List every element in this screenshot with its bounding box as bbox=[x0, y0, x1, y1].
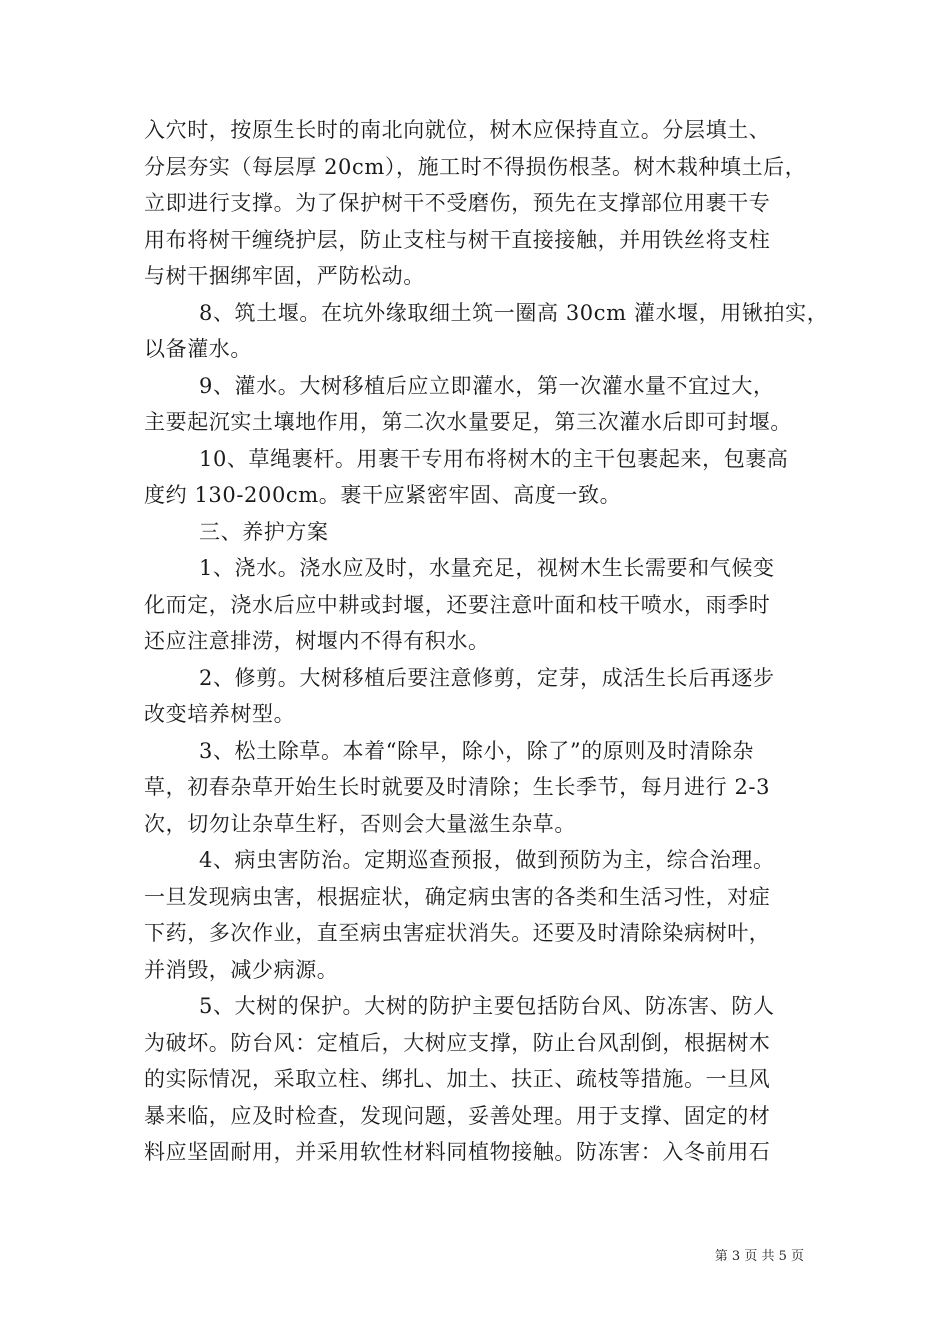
text-line: 的实际情况，采取立柱、绑扎、加土、扶正、疏枝等措施。一旦风 bbox=[144, 1067, 771, 1091]
paragraph-5-start: 5、大树的保护。大树的防护主要包括防台风、防冻害、防人 bbox=[199, 994, 775, 1018]
text-line: 与树干捆绑牢固，严防松动。 bbox=[144, 264, 425, 288]
text-line: 以备灌水。 bbox=[144, 337, 252, 361]
text-line: 用布将树干缠绕护层，防止支柱与树干直接接触，并用铁丝将支柱 bbox=[144, 227, 771, 252]
text-line: 还应注意排涝，树堰内不得有积水。 bbox=[144, 629, 490, 653]
paragraph-1-start: 1、浇水。浇水应及时，水量充足，视树木生长需要和气候变 bbox=[199, 556, 775, 580]
paragraph-8-start: 8、筑土堰。在坑外缘取细土筑一圈高 30cm 灌水堰，用锹拍实， bbox=[199, 300, 829, 325]
text-line: 并消毁，减少病源。 bbox=[144, 957, 339, 982]
paragraph-3-start: 3、松土除草。本着“除早，除小，除了”的原则及时清除杂 bbox=[199, 738, 755, 763]
text-line: 暴来临，应及时检查，发现问题，妥善处理。用于支撑、固定的材 bbox=[144, 1103, 771, 1128]
paragraph-4-start: 4、病虫害防治。定期巡查预报，做到预防为主，综合治理。 bbox=[199, 848, 775, 872]
text-line: 一旦发现病虫害，根据症状，确定病虫害的各类和生活习性，对症 bbox=[144, 884, 771, 909]
text-line: 草，初春杂草开始生长时就要及时清除；生长季节，每月进行 2-3 bbox=[144, 775, 771, 799]
text-line: 主要起沉实土壤地作用，第二次水量要足，第三次灌水后即可封堰。 bbox=[144, 410, 792, 434]
text-line: 度约 130-200cm。裹干应紧密牢固、高度一致。 bbox=[144, 483, 622, 507]
text-line: 化而定，浇水后应中耕或封堰，还要注意叶面和枝干喷水，雨季时 bbox=[144, 592, 771, 617]
text-line: 下药，多次作业，直至病虫害症状消失。还要及时清除染病树叶， bbox=[144, 921, 771, 945]
section-heading: 三、养护方案 bbox=[199, 519, 329, 544]
text-line: 入穴时，按原生长时的南北向就位，树木应保持直立。分层填土、 bbox=[144, 118, 771, 142]
paragraph-2-start: 2、修剪。大树移植后要注意修剪，定芽，成活生长后再逐步 bbox=[199, 665, 775, 690]
text-line: 为破坏。防台风：定植后，大树应支撑，防止台风刮倒，根据树木 bbox=[144, 1030, 771, 1055]
text-line: 分层夯实（每层厚 20cm），施工时不得损伤根茎。树木栽种填土后， bbox=[144, 154, 807, 179]
text-line: 立即进行支撑。为了保护树干不受磨伤，预先在支撑部位用裹干专 bbox=[144, 191, 771, 215]
paragraph-9-start: 9、灌水。大树移植后应立即灌水，第一次灌水量不宜过大， bbox=[199, 373, 775, 398]
page-number: 第 3 页 共 5 页 bbox=[714, 1249, 804, 1264]
text-line: 次，切勿让杂草生籽，否则会大量滋生杂草。 bbox=[144, 811, 576, 836]
paragraph-10-start: 10、草绳裹杆。用裹干专用布将树木的主干包裹起来，包裹高 bbox=[199, 446, 789, 471]
text-line: 料应坚固耐用，并采用软性材料同植物接触。防冻害：入冬前用石 bbox=[144, 1140, 771, 1164]
text-line: 改变培养树型。 bbox=[144, 702, 296, 726]
document-body bbox=[144, 112, 829, 1171]
